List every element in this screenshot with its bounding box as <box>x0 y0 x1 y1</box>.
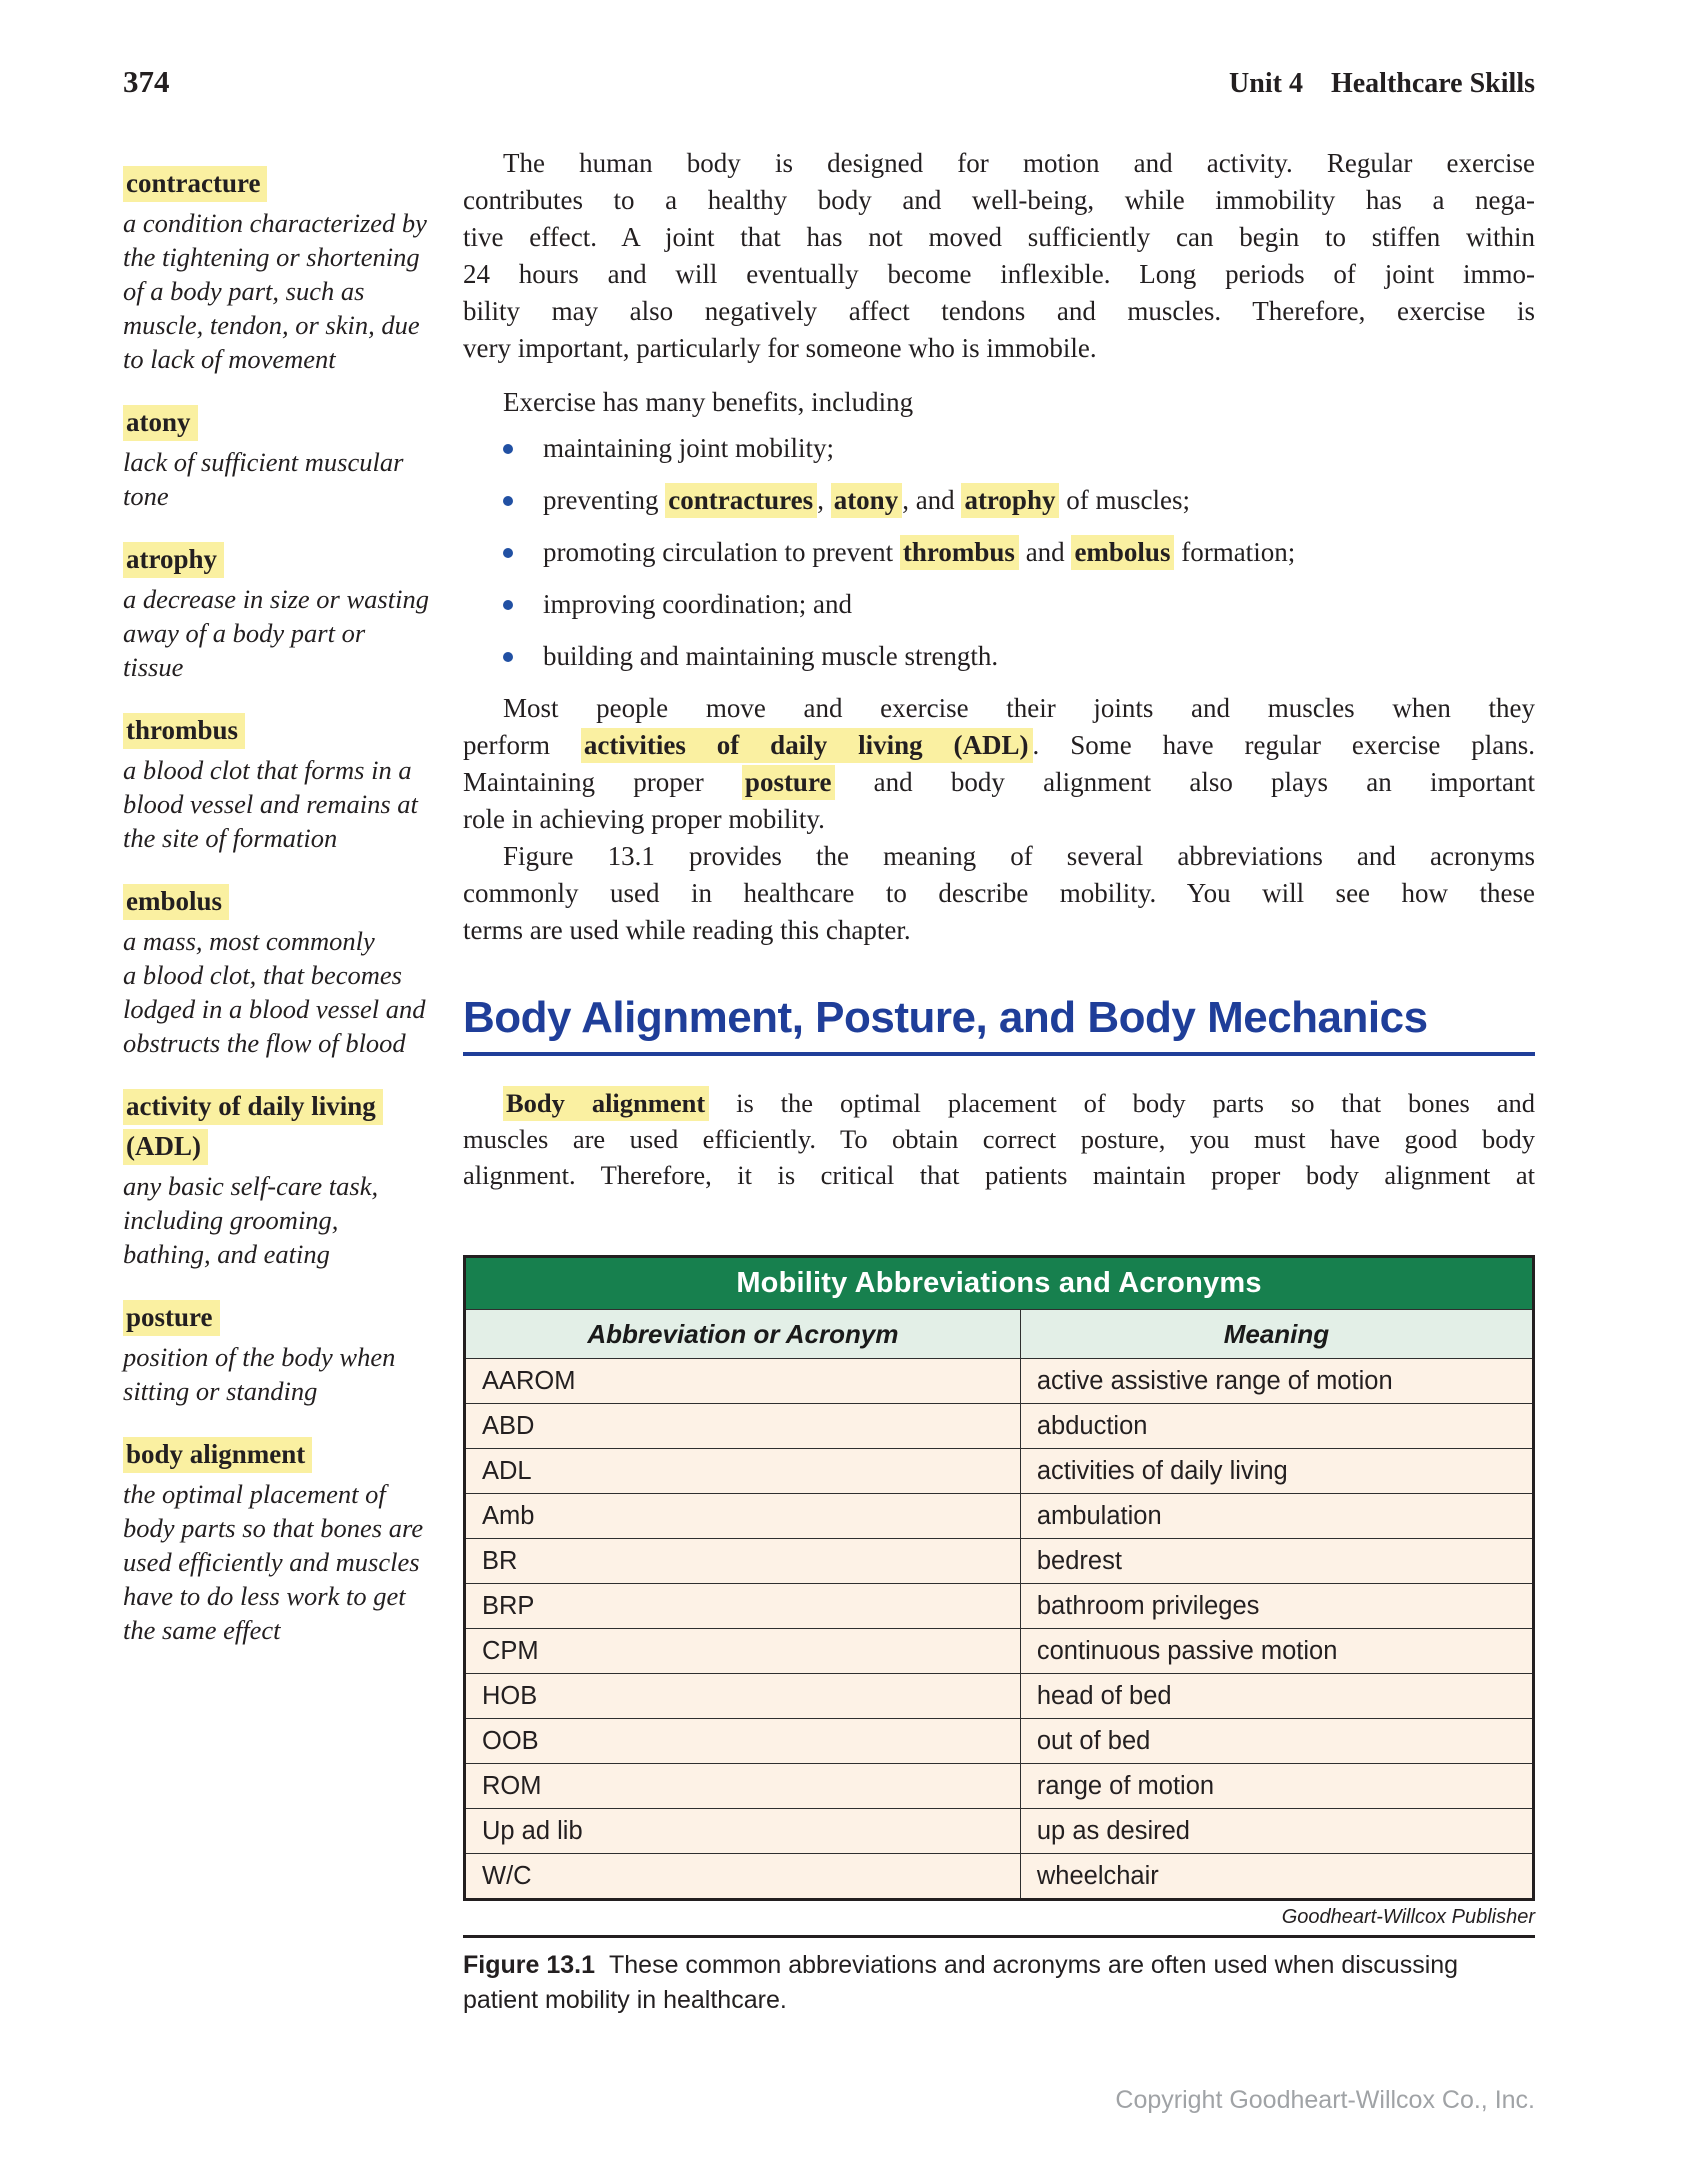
paragraph-figure-reference <box>463 838 1535 949</box>
text-segment: role in achieving proper mobility. <box>463 804 825 834</box>
text-segment: preventing <box>543 485 666 515</box>
text-segment: perform <box>463 730 581 760</box>
table-header-row <box>465 1310 1534 1359</box>
highlighted-term: atony <box>831 483 903 518</box>
glossary-definition-line: a blood clot, that becomes <box>123 960 402 990</box>
glossary-definition-line: a mass, most commonly <box>123 926 375 956</box>
text-segment: and body alignment also plays an important <box>835 767 1535 797</box>
glossary-definition-line: a condition characterized by <box>123 208 427 238</box>
text-line <box>463 801 1535 838</box>
glossary-term-line <box>123 1129 445 1169</box>
glossary-definition-line: used efficiently and muscles <box>123 1547 420 1577</box>
glossary-definition-line: the optimal placement of <box>123 1479 386 1509</box>
text-segment: Figure 13.1 provides the meaning of several abbreviations and acronyms <box>503 841 1535 871</box>
bullet-text <box>543 534 1295 571</box>
table-row <box>465 1809 1534 1854</box>
list-item <box>503 534 1535 571</box>
glossary-term: thrombus <box>123 713 245 749</box>
text-segment: maintaining joint mobility; <box>543 433 834 463</box>
paragraph-body-motion <box>463 145 1535 367</box>
glossary-definition-line: any basic self-care task, <box>123 1171 379 1201</box>
bullet-icon <box>503 600 513 610</box>
section-heading: Body Alignment, Posture, and Body Mechanics <box>463 993 1535 1056</box>
text-segment: of muscles; <box>1059 485 1190 515</box>
glossary-definition-line: including grooming, <box>123 1205 339 1235</box>
text-segment: contributes to a healthy body and well-being, while immobility has a nega- <box>463 185 1535 215</box>
glossary-term: (ADL) <box>123 1129 208 1165</box>
glossary-definition-line: the tightening or shortening <box>123 242 420 272</box>
glossary-term: posture <box>123 1300 220 1336</box>
glossary-entry <box>123 884 445 1060</box>
glossary-definition-line: the site of formation <box>123 823 338 853</box>
text-segment: promoting circulation to prevent <box>543 537 900 567</box>
caption-line <box>463 1948 1535 1983</box>
text-segment: Exercise has many benefits, including <box>503 387 914 417</box>
column-header-abbreviation: Abbreviation or Acronym <box>465 1310 1021 1359</box>
glossary-term: contracture <box>123 166 267 202</box>
mobility-abbreviations-table <box>463 1255 1535 1901</box>
caption-text: These common abbreviations and acronyms are often used when discussing <box>609 1951 1459 1979</box>
running-head <box>1229 68 1535 100</box>
highlighted-term: thrombus <box>900 535 1019 570</box>
highlighted-term: activities of daily living (ADL) <box>581 728 1033 763</box>
text-segment: building and maintaining muscle strength. <box>543 641 999 671</box>
text-segment: very important, particularly for someone who is immobile. <box>463 333 1097 363</box>
text-segment: improving coordination; and <box>543 589 852 619</box>
cell-abbreviation: BR <box>465 1539 1021 1584</box>
table-row <box>465 1629 1534 1674</box>
page-columns <box>123 145 1535 2018</box>
list-item <box>503 482 1535 519</box>
bullet-icon <box>503 496 513 506</box>
text-segment: . Some have regular exercise plans. <box>1032 730 1535 760</box>
main-column <box>463 145 1535 2018</box>
text-line <box>463 219 1535 256</box>
text-line <box>463 145 1535 182</box>
glossary-definition-line: lodged in a blood vessel and <box>123 994 426 1024</box>
table-title-row <box>465 1257 1534 1310</box>
glossary-definition-line: away of a body part or <box>123 618 366 648</box>
glossary-definition-line: to lack of movement <box>123 344 336 374</box>
text-line <box>463 293 1535 330</box>
glossary-term: atony <box>123 405 198 441</box>
glossary-definition-line: muscle, tendon, or skin, due <box>123 310 420 340</box>
table-row <box>465 1854 1534 1900</box>
page-header <box>123 64 1535 100</box>
text-segment: The human body is designed for motion and activity. Regular exercise <box>503 148 1535 178</box>
table-row <box>465 1449 1534 1494</box>
glossary-definition-line: body parts so that bones are <box>123 1513 424 1543</box>
glossary-entry <box>123 166 445 376</box>
text-segment: muscles are used efficiently. To obtain correct posture, you must have good body <box>463 1124 1535 1154</box>
table-row <box>465 1719 1534 1764</box>
glossary-definition-line: blood vessel and remains at <box>123 789 418 819</box>
table-row <box>465 1494 1534 1539</box>
glossary-entry <box>123 1089 445 1271</box>
glossary-term-line <box>123 166 445 206</box>
cell-abbreviation: CPM <box>465 1629 1021 1674</box>
text-line <box>463 764 1535 801</box>
glossary-term-line <box>123 1300 445 1340</box>
glossary-definition-line: tissue <box>123 652 184 682</box>
table-title: Mobility Abbreviations and Acronyms <box>465 1257 1534 1310</box>
text-segment: tive effect. A joint that has not moved sufficiently can begin to stiffen within <box>463 222 1535 252</box>
cell-meaning: activities of daily living <box>1020 1449 1533 1494</box>
text-line <box>463 727 1535 764</box>
cell-abbreviation: W/C <box>465 1854 1021 1900</box>
glossary-term: body alignment <box>123 1437 312 1473</box>
glossary-definition-line: position of the body when <box>123 1342 396 1372</box>
caption-label: Figure 13.1 <box>463 1951 595 1979</box>
glossary-entry <box>123 542 445 684</box>
paragraph-body-alignment <box>463 1085 1535 1193</box>
list-item <box>503 586 1535 623</box>
exercise-benefits-list <box>503 430 1535 675</box>
figure-13-1 <box>463 1255 1535 2018</box>
text-line <box>463 256 1535 293</box>
glossary-entry <box>123 1437 445 1647</box>
text-segment: bility may also negatively affect tendons and muscles. Therefore, exercise is <box>463 296 1535 326</box>
table-row <box>465 1539 1534 1584</box>
text-line <box>463 1085 1535 1121</box>
glossary-entry <box>123 1300 445 1408</box>
caption-divider <box>463 1935 1535 1938</box>
text-segment: formation; <box>1174 537 1296 567</box>
table-row <box>465 1764 1534 1809</box>
text-line <box>463 690 1535 727</box>
glossary-definition-line: a blood clot that forms in a <box>123 755 412 785</box>
glossary-definition-line: tone <box>123 481 169 511</box>
text-segment: is the optimal placement of body parts so that bones and <box>709 1088 1535 1118</box>
figure-caption <box>463 1948 1535 2018</box>
cell-abbreviation: BRP <box>465 1584 1021 1629</box>
glossary-definition-line: bathing, and eating <box>123 1239 330 1269</box>
glossary-term-line <box>123 713 445 753</box>
text-segment: alignment. Therefore, it is critical that patients maintain proper body alignment at <box>463 1160 1535 1190</box>
copyright-notice: Copyright Goodheart-Willcox Co., Inc. <box>1115 2086 1535 2114</box>
column-header-meaning: Meaning <box>1020 1310 1533 1359</box>
text-segment: terms are used while reading this chapter. <box>463 915 911 945</box>
glossary-term: atrophy <box>123 542 224 578</box>
bullet-text <box>543 638 998 675</box>
text-segment: , and <box>902 485 962 515</box>
text-line <box>463 1121 1535 1157</box>
glossary-definition-line: of a body part, such as <box>123 276 365 306</box>
paragraph-adl-posture <box>463 690 1535 838</box>
glossary-entry <box>123 713 445 855</box>
page-number: 374 <box>123 64 170 99</box>
table-row <box>465 1404 1534 1449</box>
text-segment: 24 hours and will eventually become inflexible. Long periods of joint immo- <box>463 259 1535 289</box>
glossary-term-line <box>123 1437 445 1477</box>
cell-abbreviation: HOB <box>465 1674 1021 1719</box>
cell-meaning: bathroom privileges <box>1020 1584 1533 1629</box>
cell-meaning: out of bed <box>1020 1719 1533 1764</box>
text-segment: commonly used in healthcare to describe mobility. You will see how these <box>463 878 1535 908</box>
table-credit: Goodheart-Willcox Publisher <box>1281 1906 1535 1928</box>
cell-abbreviation: OOB <box>465 1719 1021 1764</box>
paragraph-exercise-benefits-intro <box>463 384 1535 421</box>
highlighted-term: posture <box>742 765 836 800</box>
text-segment: , <box>817 485 831 515</box>
cell-abbreviation: Up ad lib <box>465 1809 1021 1854</box>
cell-abbreviation: ABD <box>465 1404 1021 1449</box>
table-row <box>465 1584 1534 1629</box>
cell-abbreviation: ADL <box>465 1449 1021 1494</box>
glossary-term: embolus <box>123 884 229 920</box>
text-line <box>463 182 1535 219</box>
cell-meaning: up as desired <box>1020 1809 1533 1854</box>
glossary-term: activity of daily living <box>123 1089 383 1125</box>
glossary-sidebar <box>123 145 445 2018</box>
bullet-icon <box>503 548 513 558</box>
glossary-term-line <box>123 1089 445 1129</box>
glossary-term-line <box>123 884 445 924</box>
bullet-icon <box>503 444 513 454</box>
glossary-definition-line: have to do less work to get <box>123 1581 406 1611</box>
glossary-term-line <box>123 542 445 582</box>
text-line <box>463 330 1535 367</box>
highlighted-term: embolus <box>1071 535 1174 570</box>
cell-meaning: bedrest <box>1020 1539 1533 1584</box>
glossary-definition-line: the same effect <box>123 1615 281 1645</box>
bullet-text <box>543 482 1190 519</box>
glossary-definition-line: lack of sufficient muscular <box>123 447 404 477</box>
highlighted-term: atrophy <box>961 483 1059 518</box>
glossary-definition-line: a decrease in size or wasting <box>123 584 429 614</box>
cell-meaning: head of bed <box>1020 1674 1533 1719</box>
glossary-definition-line: sitting or standing <box>123 1376 318 1406</box>
cell-meaning: ambulation <box>1020 1494 1533 1539</box>
list-item <box>503 638 1535 675</box>
text-segment: Most people move and exercise their joints and muscles when they <box>503 693 1535 723</box>
cell-meaning: continuous passive motion <box>1020 1629 1533 1674</box>
caption-line: patient mobility in healthcare. <box>463 1986 787 2014</box>
text-line <box>463 838 1535 875</box>
highlighted-term: Body alignment <box>503 1086 709 1121</box>
glossary-term-line <box>123 405 445 445</box>
text-line <box>463 384 1535 421</box>
highlighted-term: contractures <box>665 483 817 518</box>
text-line <box>463 1157 1535 1193</box>
table-row <box>465 1359 1534 1404</box>
unit-title: Healthcare Skills <box>1330 68 1535 99</box>
cell-abbreviation: AAROM <box>465 1359 1021 1404</box>
cell-meaning: active assistive range of motion <box>1020 1359 1533 1404</box>
cell-meaning: abduction <box>1020 1404 1533 1449</box>
cell-meaning: wheelchair <box>1020 1854 1533 1900</box>
glossary-entry <box>123 405 445 513</box>
text-segment: and <box>1018 537 1072 567</box>
text-line <box>463 875 1535 912</box>
cell-abbreviation: Amb <box>465 1494 1021 1539</box>
bullet-text <box>543 586 852 623</box>
cell-meaning: range of motion <box>1020 1764 1533 1809</box>
text-segment: Maintaining proper <box>463 767 742 797</box>
cell-abbreviation: ROM <box>465 1764 1021 1809</box>
text-line <box>463 912 1535 949</box>
bullet-text <box>543 430 834 467</box>
glossary-definition-line: obstructs the flow of blood <box>123 1028 406 1058</box>
unit-label: Unit 4 <box>1229 68 1303 99</box>
bullet-icon <box>503 652 513 662</box>
table-row <box>465 1674 1534 1719</box>
list-item <box>503 430 1535 467</box>
